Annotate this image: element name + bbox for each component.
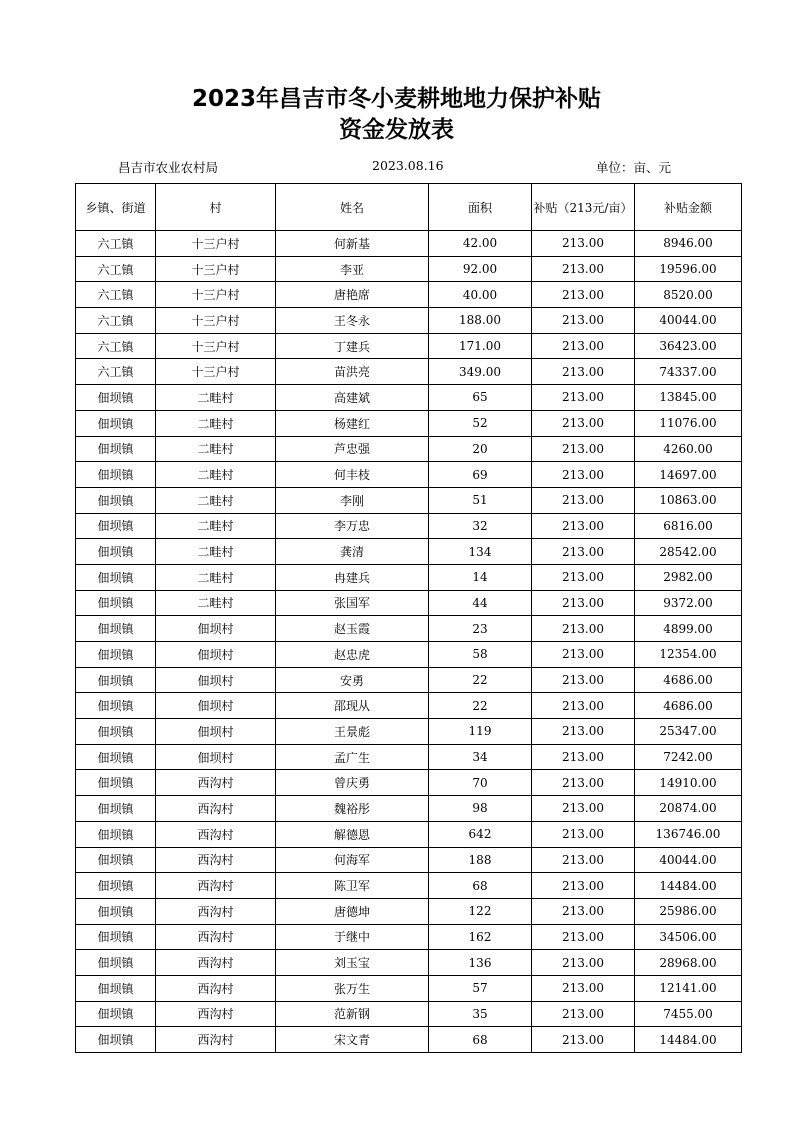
cell-area: 171.00 xyxy=(429,333,532,359)
cell-village: 西沟村 xyxy=(156,975,276,1001)
cell-village: 二畦村 xyxy=(156,590,276,616)
cell-subsidy-rate: 213.00 xyxy=(532,1027,635,1053)
cell-subsidy-amount: 9372.00 xyxy=(635,590,742,616)
cell-area: 68 xyxy=(429,1027,532,1053)
cell-village: 二畦村 xyxy=(156,462,276,488)
cell-name: 邵现从 xyxy=(276,693,429,719)
cell-village: 佃坝村 xyxy=(156,719,276,745)
cell-subsidy-amount: 28968.00 xyxy=(635,950,742,976)
cell-township: 佃坝镇 xyxy=(76,590,156,616)
cell-township: 佃坝镇 xyxy=(76,770,156,796)
cell-subsidy-amount: 14697.00 xyxy=(635,462,742,488)
table-row xyxy=(76,873,742,899)
cell-subsidy-rate: 213.00 xyxy=(532,770,635,796)
cell-subsidy-rate: 213.00 xyxy=(532,564,635,590)
table-row xyxy=(76,590,742,616)
cell-township: 佃坝镇 xyxy=(76,924,156,950)
cell-village: 佃坝村 xyxy=(156,693,276,719)
cell-village: 二畦村 xyxy=(156,436,276,462)
table-row xyxy=(76,616,742,642)
cell-area: 188 xyxy=(429,847,532,873)
table-row xyxy=(76,487,742,513)
cell-subsidy-amount: 74337.00 xyxy=(635,359,742,385)
cell-name: 唐艳席 xyxy=(276,282,429,308)
cell-village: 佃坝村 xyxy=(156,616,276,642)
cell-village: 二畦村 xyxy=(156,410,276,436)
table-row xyxy=(76,539,742,565)
unit-label: 单位：亩、元 xyxy=(596,160,672,175)
cell-township: 六工镇 xyxy=(76,231,156,257)
header-village: 村 xyxy=(156,184,276,231)
cell-township: 佃坝镇 xyxy=(76,436,156,462)
cell-village: 西沟村 xyxy=(156,898,276,924)
cell-subsidy-amount: 28542.00 xyxy=(635,539,742,565)
cell-township: 佃坝镇 xyxy=(76,410,156,436)
cell-subsidy-rate: 213.00 xyxy=(532,975,635,1001)
cell-name: 李万忠 xyxy=(276,513,429,539)
cell-subsidy-amount: 12354.00 xyxy=(635,642,742,668)
cell-area: 51 xyxy=(429,487,532,513)
cell-area: 22 xyxy=(429,667,532,693)
cell-area: 65 xyxy=(429,385,532,411)
cell-subsidy-rate: 213.00 xyxy=(532,487,635,513)
table-row xyxy=(76,719,742,745)
cell-township: 佃坝镇 xyxy=(76,487,156,513)
cell-area: 119 xyxy=(429,719,532,745)
cell-area: 98 xyxy=(429,796,532,822)
cell-area: 136 xyxy=(429,950,532,976)
cell-name: 范新钢 xyxy=(276,1001,429,1027)
cell-subsidy-rate: 213.00 xyxy=(532,821,635,847)
table-header-row xyxy=(76,184,742,231)
cell-subsidy-rate: 213.00 xyxy=(532,950,635,976)
cell-subsidy-amount: 20874.00 xyxy=(635,796,742,822)
cell-name: 苗洪亮 xyxy=(276,359,429,385)
cell-township: 佃坝镇 xyxy=(76,873,156,899)
table-row xyxy=(76,821,742,847)
table-row xyxy=(76,385,742,411)
cell-area: 642 xyxy=(429,821,532,847)
cell-name: 陈卫军 xyxy=(276,873,429,899)
cell-village: 佃坝村 xyxy=(156,744,276,770)
table-row xyxy=(76,770,742,796)
cell-subsidy-rate: 213.00 xyxy=(532,667,635,693)
cell-name: 张国军 xyxy=(276,590,429,616)
cell-area: 162 xyxy=(429,924,532,950)
cell-name: 王景彪 xyxy=(276,719,429,745)
cell-area: 122 xyxy=(429,898,532,924)
cell-subsidy-amount: 8520.00 xyxy=(635,282,742,308)
cell-village: 十三户村 xyxy=(156,231,276,257)
cell-subsidy-amount: 4686.00 xyxy=(635,667,742,693)
table-row xyxy=(76,975,742,1001)
cell-area: 58 xyxy=(429,642,532,668)
cell-village: 西沟村 xyxy=(156,1001,276,1027)
table-row xyxy=(76,513,742,539)
cell-name: 曾庆勇 xyxy=(276,770,429,796)
cell-name: 杨建红 xyxy=(276,410,429,436)
cell-village: 十三户村 xyxy=(156,359,276,385)
cell-subsidy-amount: 14484.00 xyxy=(635,873,742,899)
header-township: 乡镇、街道 xyxy=(76,184,156,231)
cell-name: 王冬永 xyxy=(276,308,429,334)
cell-subsidy-amount: 2982.00 xyxy=(635,564,742,590)
cell-subsidy-amount: 40044.00 xyxy=(635,308,742,334)
document-subtitle: 资金发放表 xyxy=(339,117,454,143)
cell-township: 佃坝镇 xyxy=(76,975,156,1001)
cell-area: 22 xyxy=(429,693,532,719)
table-row xyxy=(76,693,742,719)
document-title: 2023年昌吉市冬小麦耕地地力保护补贴 xyxy=(191,86,601,112)
cell-name: 解德恩 xyxy=(276,821,429,847)
table-row xyxy=(76,410,742,436)
cell-name: 魏裕彤 xyxy=(276,796,429,822)
cell-village: 西沟村 xyxy=(156,873,276,899)
cell-subsidy-amount: 7455.00 xyxy=(635,1001,742,1027)
cell-township: 佃坝镇 xyxy=(76,385,156,411)
cell-subsidy-amount: 40044.00 xyxy=(635,847,742,873)
cell-village: 二畦村 xyxy=(156,564,276,590)
table-row xyxy=(76,667,742,693)
cell-subsidy-rate: 213.00 xyxy=(532,873,635,899)
cell-village: 西沟村 xyxy=(156,821,276,847)
cell-township: 六工镇 xyxy=(76,359,156,385)
cell-township: 佃坝镇 xyxy=(76,1001,156,1027)
cell-subsidy-rate: 213.00 xyxy=(532,847,635,873)
cell-subsidy-rate: 213.00 xyxy=(532,359,635,385)
table-row xyxy=(76,1001,742,1027)
cell-township: 六工镇 xyxy=(76,256,156,282)
cell-township: 佃坝镇 xyxy=(76,616,156,642)
cell-subsidy-rate: 213.00 xyxy=(532,1001,635,1027)
table-row xyxy=(76,308,742,334)
cell-name: 安勇 xyxy=(276,667,429,693)
cell-township: 佃坝镇 xyxy=(76,462,156,488)
cell-subsidy-amount: 34506.00 xyxy=(635,924,742,950)
table-row xyxy=(76,282,742,308)
cell-village: 十三户村 xyxy=(156,308,276,334)
cell-subsidy-rate: 213.00 xyxy=(532,513,635,539)
cell-township: 佃坝镇 xyxy=(76,1027,156,1053)
cell-subsidy-rate: 213.00 xyxy=(532,719,635,745)
cell-subsidy-amount: 36423.00 xyxy=(635,333,742,359)
cell-name: 龚清 xyxy=(276,539,429,565)
cell-township: 佃坝镇 xyxy=(76,667,156,693)
table-row xyxy=(76,333,742,359)
cell-area: 188.00 xyxy=(429,308,532,334)
cell-subsidy-amount: 8946.00 xyxy=(635,231,742,257)
issuing-organization: 昌吉市农业农村局 xyxy=(118,160,219,175)
cell-subsidy-rate: 213.00 xyxy=(532,410,635,436)
cell-subsidy-rate: 213.00 xyxy=(532,333,635,359)
cell-area: 349.00 xyxy=(429,359,532,385)
cell-name: 丁建兵 xyxy=(276,333,429,359)
table-row xyxy=(76,847,742,873)
cell-subsidy-rate: 213.00 xyxy=(532,616,635,642)
cell-area: 70 xyxy=(429,770,532,796)
cell-village: 佃坝村 xyxy=(156,667,276,693)
cell-township: 佃坝镇 xyxy=(76,796,156,822)
cell-village: 二畦村 xyxy=(156,539,276,565)
cell-subsidy-amount: 14910.00 xyxy=(635,770,742,796)
table-row xyxy=(76,744,742,770)
cell-subsidy-rate: 213.00 xyxy=(532,539,635,565)
cell-township: 六工镇 xyxy=(76,282,156,308)
cell-subsidy-rate: 213.00 xyxy=(532,898,635,924)
cell-area: 42.00 xyxy=(429,231,532,257)
cell-township: 佃坝镇 xyxy=(76,564,156,590)
cell-area: 35 xyxy=(429,1001,532,1027)
table-row xyxy=(76,231,742,257)
cell-subsidy-amount: 25986.00 xyxy=(635,898,742,924)
cell-subsidy-rate: 213.00 xyxy=(532,462,635,488)
cell-subsidy-amount: 4899.00 xyxy=(635,616,742,642)
cell-name: 唐德坤 xyxy=(276,898,429,924)
table-row xyxy=(76,256,742,282)
cell-village: 十三户村 xyxy=(156,333,276,359)
cell-township: 佃坝镇 xyxy=(76,719,156,745)
cell-subsidy-rate: 213.00 xyxy=(532,642,635,668)
table-row xyxy=(76,1027,742,1053)
cell-township: 佃坝镇 xyxy=(76,821,156,847)
cell-subsidy-rate: 213.00 xyxy=(532,256,635,282)
cell-area: 92.00 xyxy=(429,256,532,282)
cell-area: 68 xyxy=(429,873,532,899)
cell-name: 李刚 xyxy=(276,487,429,513)
cell-village: 二畦村 xyxy=(156,385,276,411)
cell-name: 芦忠强 xyxy=(276,436,429,462)
cell-name: 何新基 xyxy=(276,231,429,257)
table-row xyxy=(76,950,742,976)
cell-subsidy-rate: 213.00 xyxy=(532,796,635,822)
cell-subsidy-amount: 4260.00 xyxy=(635,436,742,462)
header-area: 面积 xyxy=(429,184,532,231)
cell-name: 高建斌 xyxy=(276,385,429,411)
cell-township: 佃坝镇 xyxy=(76,847,156,873)
table-row xyxy=(76,796,742,822)
subsidy-table xyxy=(75,183,742,1053)
cell-name: 张万生 xyxy=(276,975,429,1001)
cell-subsidy-amount: 14484.00 xyxy=(635,1027,742,1053)
cell-township: 佃坝镇 xyxy=(76,513,156,539)
cell-area: 52 xyxy=(429,410,532,436)
table-row xyxy=(76,436,742,462)
cell-village: 西沟村 xyxy=(156,950,276,976)
cell-subsidy-amount: 7242.00 xyxy=(635,744,742,770)
document-date: 2023.08.16 xyxy=(372,158,444,173)
cell-village: 佃坝村 xyxy=(156,642,276,668)
cell-village: 二畦村 xyxy=(156,487,276,513)
cell-township: 六工镇 xyxy=(76,333,156,359)
cell-area: 32 xyxy=(429,513,532,539)
cell-subsidy-amount: 12141.00 xyxy=(635,975,742,1001)
cell-area: 44 xyxy=(429,590,532,616)
cell-area: 23 xyxy=(429,616,532,642)
header-name: 姓名 xyxy=(276,184,429,231)
table-row xyxy=(76,462,742,488)
cell-area: 20 xyxy=(429,436,532,462)
cell-township: 佃坝镇 xyxy=(76,744,156,770)
table-body xyxy=(76,231,742,1053)
cell-subsidy-rate: 213.00 xyxy=(532,744,635,770)
cell-township: 佃坝镇 xyxy=(76,898,156,924)
cell-village: 十三户村 xyxy=(156,282,276,308)
cell-name: 赵玉霞 xyxy=(276,616,429,642)
cell-village: 十三户村 xyxy=(156,256,276,282)
cell-name: 孟广生 xyxy=(276,744,429,770)
cell-area: 14 xyxy=(429,564,532,590)
cell-subsidy-rate: 213.00 xyxy=(532,385,635,411)
cell-name: 冉建兵 xyxy=(276,564,429,590)
cell-subsidy-rate: 213.00 xyxy=(532,308,635,334)
cell-subsidy-rate: 213.00 xyxy=(532,924,635,950)
cell-village: 西沟村 xyxy=(156,1027,276,1053)
cell-subsidy-rate: 213.00 xyxy=(532,231,635,257)
cell-village: 西沟村 xyxy=(156,796,276,822)
cell-subsidy-amount: 11076.00 xyxy=(635,410,742,436)
cell-subsidy-rate: 213.00 xyxy=(532,693,635,719)
table-row xyxy=(76,359,742,385)
cell-subsidy-amount: 136746.00 xyxy=(635,821,742,847)
cell-area: 69 xyxy=(429,462,532,488)
cell-name: 于继中 xyxy=(276,924,429,950)
cell-subsidy-amount: 25347.00 xyxy=(635,719,742,745)
cell-name: 何丰枝 xyxy=(276,462,429,488)
cell-name: 宋文青 xyxy=(276,1027,429,1053)
table-row xyxy=(76,898,742,924)
cell-area: 34 xyxy=(429,744,532,770)
cell-area: 57 xyxy=(429,975,532,1001)
header-subsidy-amount: 补贴金额 xyxy=(635,184,742,231)
cell-name: 李亚 xyxy=(276,256,429,282)
cell-township: 佃坝镇 xyxy=(76,642,156,668)
cell-area: 40.00 xyxy=(429,282,532,308)
cell-village: 西沟村 xyxy=(156,770,276,796)
cell-township: 佃坝镇 xyxy=(76,693,156,719)
cell-village: 西沟村 xyxy=(156,847,276,873)
cell-subsidy-amount: 4686.00 xyxy=(635,693,742,719)
cell-subsidy-rate: 213.00 xyxy=(532,436,635,462)
cell-township: 佃坝镇 xyxy=(76,950,156,976)
cell-village: 西沟村 xyxy=(156,924,276,950)
cell-township: 佃坝镇 xyxy=(76,539,156,565)
cell-name: 赵忠虎 xyxy=(276,642,429,668)
cell-subsidy-rate: 213.00 xyxy=(532,590,635,616)
cell-name: 何海军 xyxy=(276,847,429,873)
table-row xyxy=(76,924,742,950)
cell-township: 六工镇 xyxy=(76,308,156,334)
table-row xyxy=(76,642,742,668)
cell-subsidy-amount: 10863.00 xyxy=(635,487,742,513)
cell-name: 刘玉宝 xyxy=(276,950,429,976)
header-subsidy-rate: 补贴（213元/亩） xyxy=(532,184,635,231)
table-row xyxy=(76,564,742,590)
cell-subsidy-amount: 13845.00 xyxy=(635,385,742,411)
cell-subsidy-amount: 19596.00 xyxy=(635,256,742,282)
cell-village: 二畦村 xyxy=(156,513,276,539)
cell-subsidy-amount: 6816.00 xyxy=(635,513,742,539)
cell-subsidy-rate: 213.00 xyxy=(532,282,635,308)
cell-area: 134 xyxy=(429,539,532,565)
